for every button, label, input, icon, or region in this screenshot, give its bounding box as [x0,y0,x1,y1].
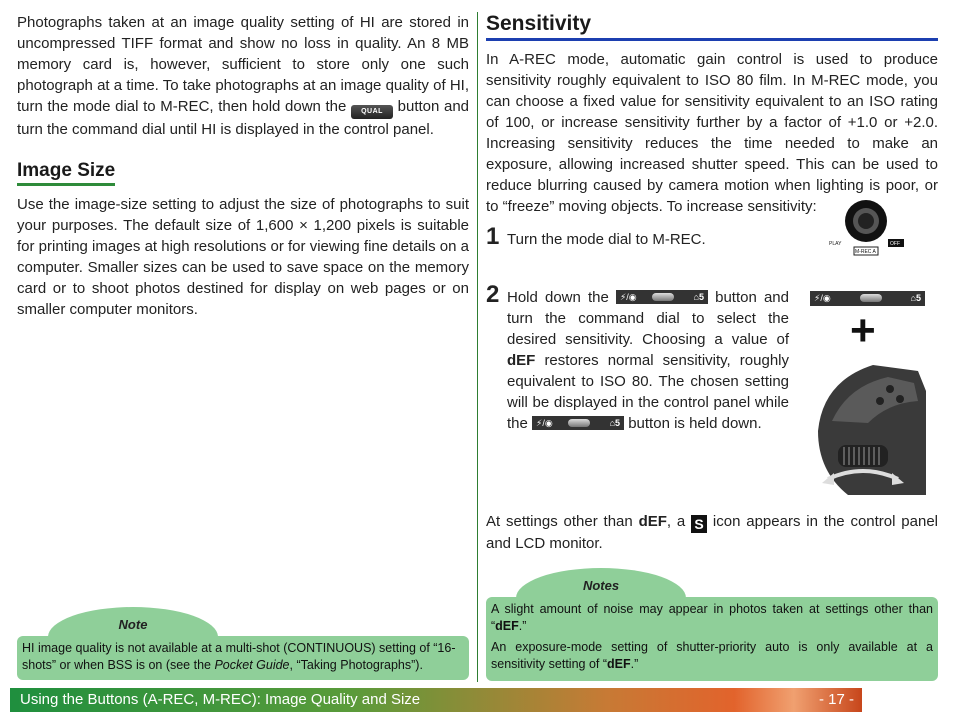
note-1-def: dEF [495,619,519,633]
intro-text-1: Photographs taken at an image quality setting of HI are stored in uncompressed TIFF format and show no loss in quality. An 8 MB memory card is, however, sufficient to store only one such photograph at a time. To take photographs at an image quality of HI, turn the mode dial to M-REC, then hold down the [17,14,469,115]
step-2-text-c: restores normal sensitivity, roughly equivalent to ISO 80. The chosen setting will be displayed in the control panel while the [507,352,789,432]
step-1 [486,223,796,250]
step-2-number: 2 [486,281,500,308]
sensitivity-heading: Sensitivity [486,12,938,41]
flash-btn-right-label-2: ⌂5 [609,418,621,428]
image-size-heading: Image Size [17,160,115,186]
note-1 [491,601,933,635]
intro-paragraph [17,12,469,140]
intro-text-2: button and turn the command dial until HI is displayed in the control panel. [17,98,470,138]
flash-illus-left-label: ⚡/◉ [814,293,831,303]
mode-dial-illustration [826,195,912,257]
note-2-text-a: An exposure-mode setting of shutter-priority auto is only available at a sensitivity setting of “ [491,640,933,671]
note-text-2: , “Taking Photographs”). [289,658,423,672]
note-box [17,636,469,680]
step-2 [486,281,789,434]
note-italic: Pocket Guide [214,658,290,672]
flash-button-icon [616,290,708,304]
after-paragraph [486,511,938,554]
step-2-text-b: button and turn the command dial to select the desired sensitivity. Choosing a value of [507,289,789,348]
camera-command-dial-illustration [818,361,926,495]
step-2-text-d: button is held down. [628,415,762,432]
flash-btn-right-label: ⌂5 [693,292,704,302]
note-tab [48,607,218,637]
def-value: dEF [507,352,536,369]
dial-label-off: OFF [890,241,900,247]
note-title: Note [118,617,148,632]
page-footer [0,688,954,712]
notes-box [486,597,938,681]
flash-button-icon-2 [532,416,624,430]
after-text-1: At settings other than [486,513,633,530]
image-size-paragraph: Use the image-size setting to adjust the size of photographs to suit your purposes. The default size of 1,600 × 1,200 pixels is suitable for printing images at high resolutions or for viewing fine details on a computer. Smaller sizes can be used to save space on the memory card or to shoot photos destined for display on web pages or on smaller computer monitors. [17,196,469,318]
sensitivity-intro: In A-REC mode, automatic gain control is used to produce sensitivity roughly equivalent to ISO 80 film. In M-REC mode, you can choose a fixed value for sensitivity equivalent to an ISO rating of 100, or increase sensitivity further by a factor of +1.0 or +2.0. Increasing sensitivity reduces the time needed to make an exposure, allowing increased shutter speed. This can be used to reduce blurring caused by camera motion when lighting is poor, or to “freeze” moving objects. To increase sensitivity: [486,51,938,215]
flash-btn-left-label: ⚡/◉ [619,292,637,302]
qual-button-icon: QUAL [351,105,393,119]
notes-title: Notes [582,578,620,593]
column-divider [477,12,478,682]
step-2-text-a: Hold down the [507,289,609,306]
note-text-1: HI image quality is not available at a multi-shot (CONTINUOUS) setting of “16-shots” or when BSS is on (see the [22,641,456,672]
after-text-3: icon appears in the control panel and LCD monitor. [486,513,938,552]
left-column [17,12,469,320]
page-number: - 17 - [818,691,854,708]
dial-label-mrec: M-REC A [855,249,876,255]
notes-tab [516,568,686,598]
flash-illus-right-label: ⌂5 [910,293,921,303]
dial-label-play: PLAY [829,241,842,247]
note-2 [491,639,933,673]
flash-btn-left-label-2: ⚡/◉ [536,418,553,428]
note-2-text-b: .” [630,657,639,671]
footer-title: Using the Buttons (A-REC, M-REC): Image Quality and Size [20,691,421,708]
step-1-text: Turn the mode dial to M-REC. [507,231,706,248]
plus-sign: + [850,306,876,355]
after-text-2: , a [666,513,686,530]
right-column [486,12,938,554]
note-1-text-b: .” [518,619,527,633]
step-2-text [507,287,789,434]
note-2-def: dEF [607,657,631,671]
step-1-number: 1 [486,223,500,250]
sensitivity-icon: S [691,515,707,533]
after-def: dEF [638,513,667,530]
flash-button-illustration [810,291,925,306]
note-1-text-a: A slight amount of noise may appear in photos taken at settings other than “ [491,602,933,633]
